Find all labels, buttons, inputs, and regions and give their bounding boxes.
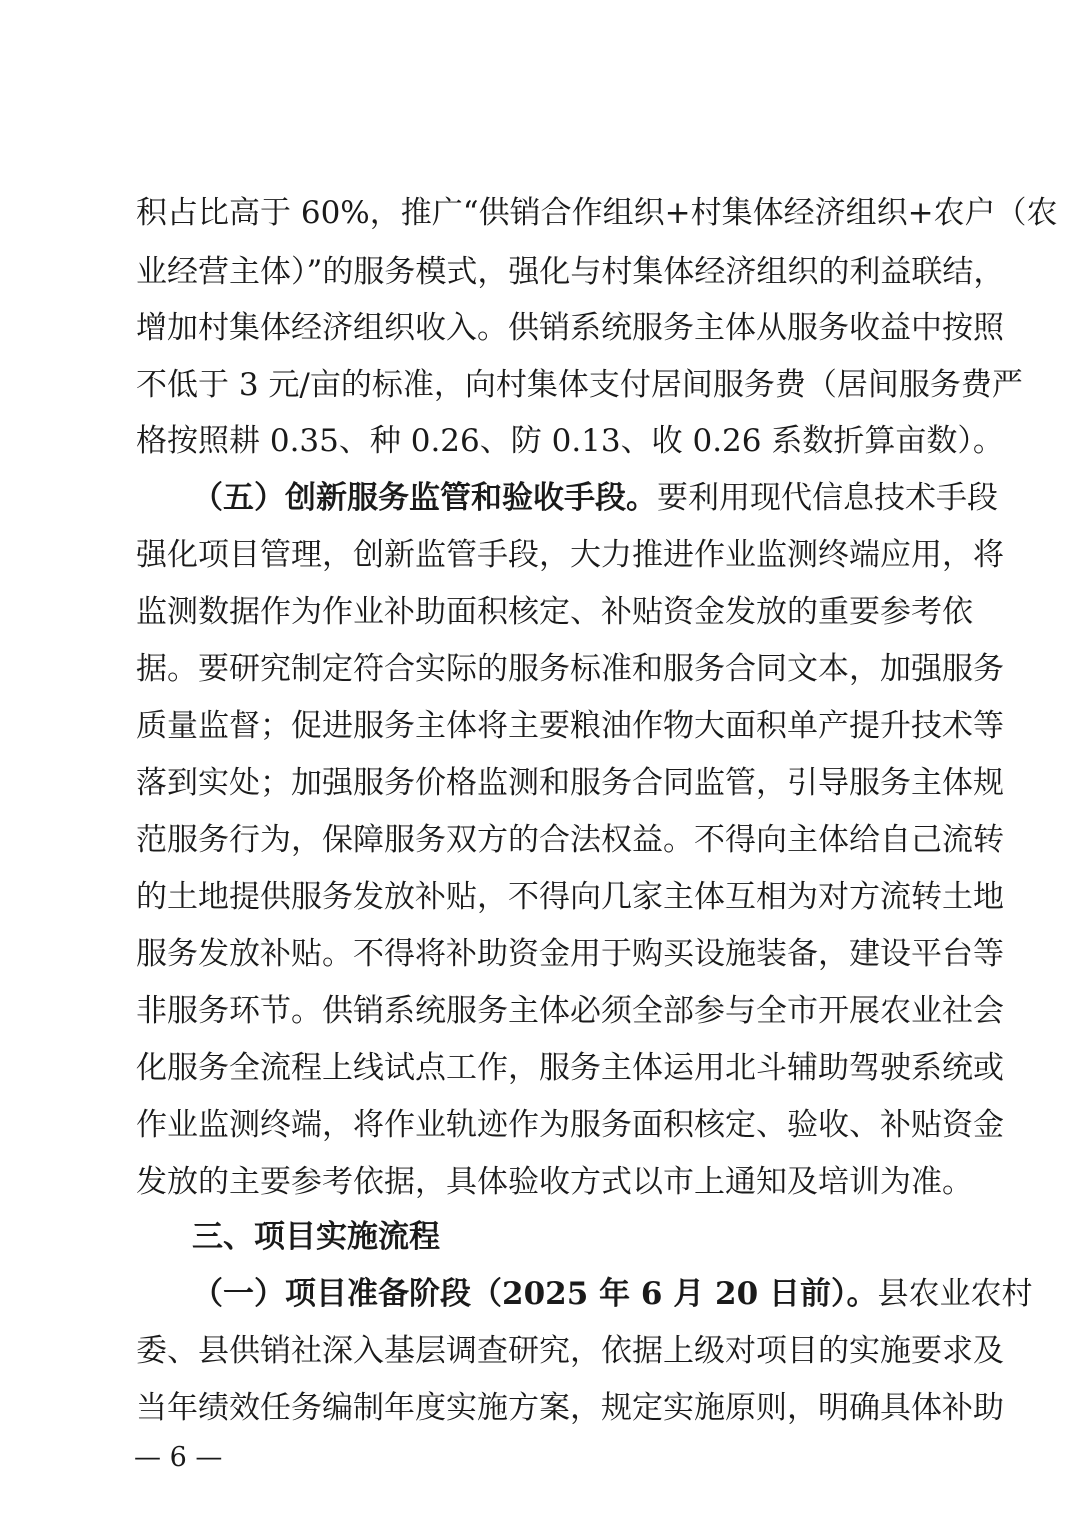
paragraph-line: 不低于 3 元/亩的标准，向村集体支付居间服务费（居间服务费严 [136, 367, 1023, 403]
section-five-text: 要利用现代信息技术手段 [657, 480, 998, 516]
paragraph-line: 积占比高于 60%，推广“供销合作组织+村集体经济组织+农户（农 [136, 195, 1058, 231]
paragraph-line: 作业监测终端，将作业轨迹作为服务面积核定、验收、补贴资金 [136, 1107, 1004, 1143]
paragraph-line: 业经营主体）”的服务模式，强化与村集体经济组织的利益联结， [136, 254, 1005, 290]
paragraph-line: 监测数据作为作业补助面积核定、补贴资金发放的重要参考依 [136, 594, 973, 630]
paragraph-line: 当年绩效任务编制年度实施方案，规定实施原则，明确具体补助 [136, 1390, 1004, 1426]
paragraph-line: 据。要研究制定符合实际的服务标准和服务合同文本，加强服务 [136, 651, 1004, 687]
section-five-heading: （五）创新服务监管和验收手段。 [192, 480, 657, 516]
paragraph-line: 增加村集体经济组织收入。供销系统服务主体从服务收益中按照 [136, 310, 1004, 346]
paragraph-line: 范服务行为，保障服务双方的合法权益。不得向主体给自己流转 [136, 822, 1004, 858]
section-one-heading: （一）项目准备阶段（2025 年 6 月 20 日前）。 [192, 1276, 878, 1312]
paragraph-line: 服务发放补贴。不得将补助资金用于购买设施装备，建设平台等 [136, 936, 1004, 972]
section-three-heading: 三、项目实施流程 [192, 1219, 440, 1255]
paragraph-line: 发放的主要参考依据，具体验收方式以市上通知及培训为准。 [136, 1164, 973, 1200]
page-number: — 6 — [134, 1442, 223, 1473]
paragraph-line: 格按照耕 0.35、种 0.26、防 0.13、收 0.26 系数折算亩数）。 [136, 423, 1004, 459]
paragraph-line: 落到实处；加强服务价格监测和服务合同监管，引导服务主体规 [136, 765, 1004, 801]
section-five-line [192, 478, 998, 518]
paragraph-line: 非服务环节。供销系统服务主体必须全部参与全市开展农业社会 [136, 993, 1004, 1029]
paragraph-line: 的土地提供服务发放补贴，不得向几家主体互相为对方流转土地 [136, 879, 1004, 915]
paragraph-line: 质量监督；促进服务主体将主要粮油作物大面积单产提升技术等 [136, 708, 1004, 744]
section-one-text: 县农业农村 [877, 1276, 1033, 1312]
paragraph-line: 委、县供销社深入基层调查研究，依据上级对项目的实施要求及 [136, 1333, 1004, 1369]
paragraph-line: 强化项目管理，创新监管手段，大力推进作业监测终端应用，将 [136, 537, 1004, 573]
paragraph-line: 化服务全流程上线试点工作，服务主体运用北斗辅助驾驶系统或 [136, 1050, 1004, 1086]
section-one-line [192, 1274, 1033, 1314]
